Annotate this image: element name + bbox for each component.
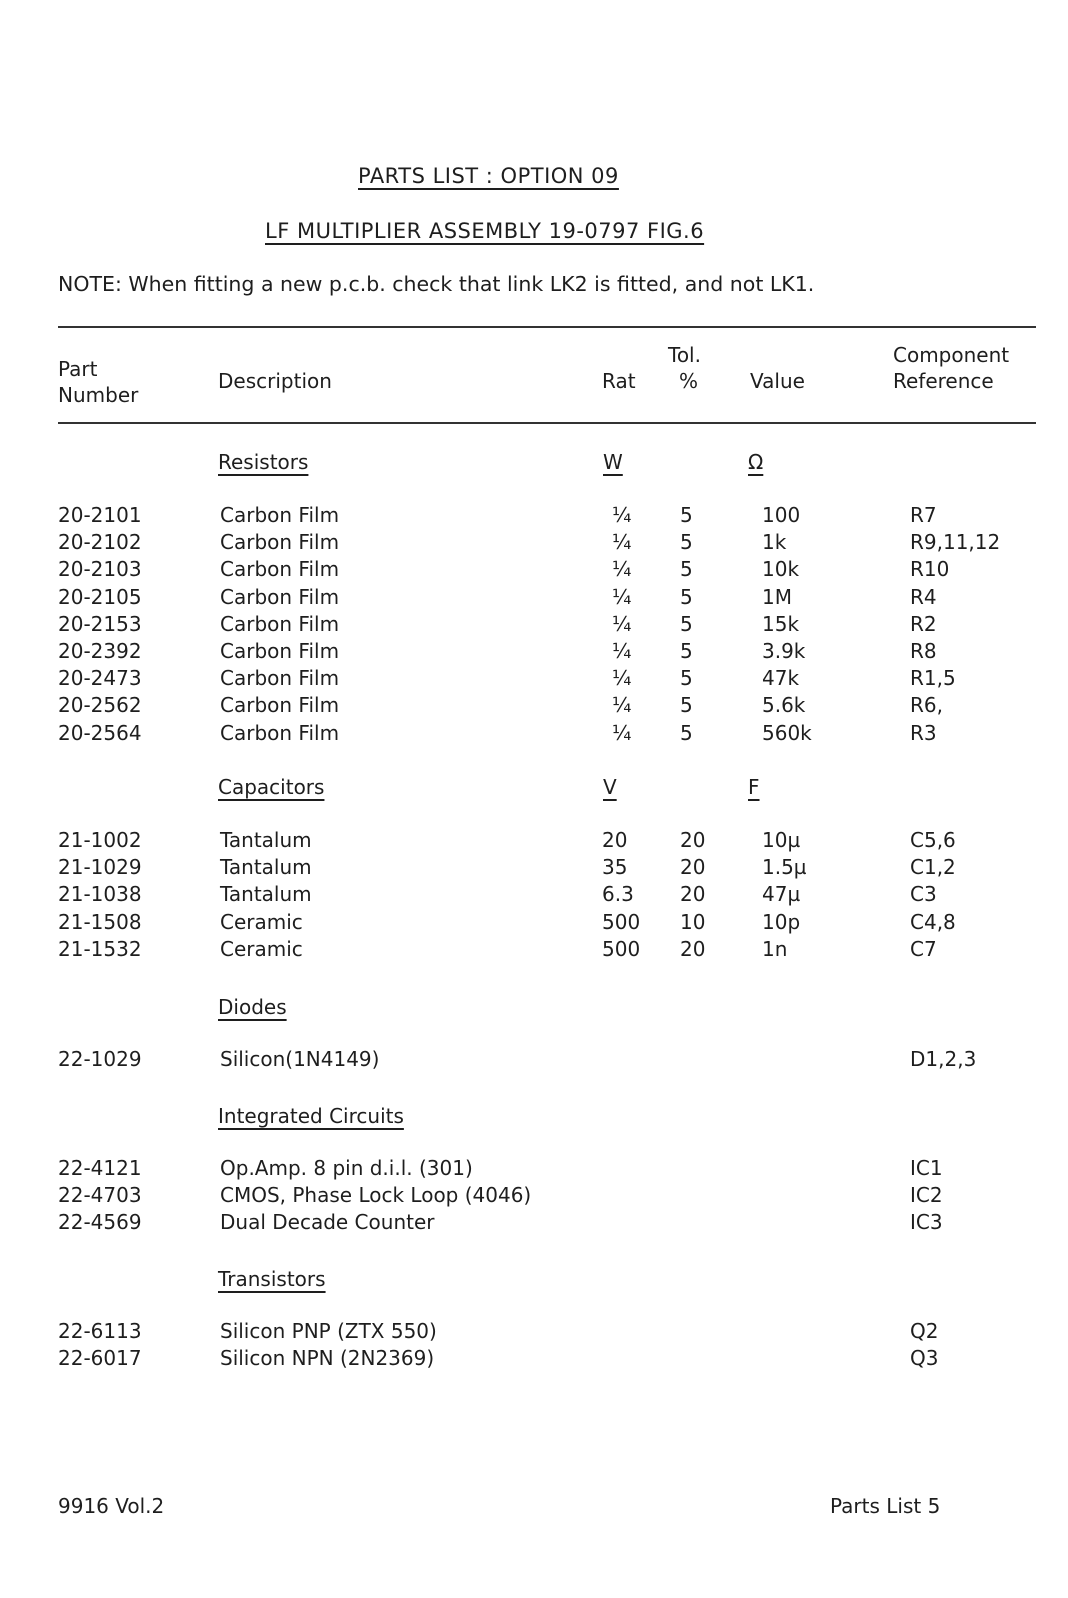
description-cell: Carbon Film xyxy=(220,611,340,636)
part-number-cell: 22-4569 xyxy=(58,1210,142,1235)
part-number-cell: 22-1029 xyxy=(58,1047,142,1071)
description-cell: Carbon Film xyxy=(220,557,340,582)
header-description: Description xyxy=(218,369,332,393)
component-reference-cell: C5,6 xyxy=(910,828,956,852)
rating-cell: ¼ xyxy=(612,693,632,718)
rating-cell: 20 xyxy=(602,828,628,852)
part-number-cell: 20-2562 xyxy=(58,693,142,718)
rating-cell: ¼ xyxy=(612,584,632,609)
table-row xyxy=(0,584,1068,611)
value-cell: 10p xyxy=(762,909,801,934)
component-reference-cell: R6, xyxy=(910,693,943,718)
tolerance-cell: 20 xyxy=(680,828,706,852)
table-row xyxy=(0,502,1068,529)
footer-document-ref: 9916 Vol.2 xyxy=(58,1494,165,1518)
component-reference-cell: IC2 xyxy=(910,1183,943,1208)
component-reference-cell: R3 xyxy=(910,720,937,745)
section-heading xyxy=(0,1102,1068,1130)
table-row xyxy=(0,665,1068,692)
table-row xyxy=(0,1345,1068,1372)
tolerance-cell: 5 xyxy=(680,639,693,663)
value-cell: 10µ xyxy=(762,828,801,852)
section-heading xyxy=(0,993,1068,1021)
rating-cell: ¼ xyxy=(612,666,632,691)
table-row xyxy=(0,556,1068,583)
component-reference-cell: R7 xyxy=(910,503,937,527)
tolerance-cell: 20 xyxy=(680,936,706,961)
part-number-cell: 22-6017 xyxy=(58,1346,142,1371)
section-title: Diodes xyxy=(218,995,287,1019)
value-cell: 1M xyxy=(762,584,792,609)
part-number-cell: 20-2473 xyxy=(58,666,142,691)
description-cell: Carbon Film xyxy=(220,503,340,527)
description-cell: Ceramic xyxy=(220,909,303,934)
value-cell: 47µ xyxy=(762,882,801,907)
component-reference-cell: C4,8 xyxy=(910,909,956,934)
tolerance-cell: 20 xyxy=(680,855,706,880)
value-cell: 100 xyxy=(762,503,801,527)
tolerance-cell: 5 xyxy=(680,720,693,745)
table-row xyxy=(0,881,1068,908)
description-cell: Silicon PNP (ZTX 550) xyxy=(220,1319,437,1343)
rating-unit: V xyxy=(603,775,617,799)
tolerance-cell: 5 xyxy=(680,557,693,582)
table-row xyxy=(0,827,1068,854)
tolerance-cell: 5 xyxy=(680,666,693,691)
description-cell: Tantalum xyxy=(220,828,312,852)
part-number-cell: 20-2392 xyxy=(58,639,142,663)
part-number-cell: 20-2103 xyxy=(58,557,142,582)
value-cell: 15k xyxy=(762,611,800,636)
description-cell: Carbon Film xyxy=(220,584,340,609)
part-number-cell: 22-6113 xyxy=(58,1319,142,1343)
section-title: Capacitors xyxy=(218,775,325,799)
tolerance-cell: 10 xyxy=(680,909,706,934)
description-cell: Tantalum xyxy=(220,855,312,880)
table-row xyxy=(0,854,1068,881)
rating-cell: ¼ xyxy=(612,720,632,745)
part-number-cell: 22-4703 xyxy=(58,1183,142,1208)
description-cell: Carbon Film xyxy=(220,693,340,718)
tolerance-cell: 20 xyxy=(680,882,706,907)
header-bottom-rule xyxy=(58,422,1036,424)
rating-unit: W xyxy=(603,450,623,474)
section-title: Transistors xyxy=(218,1267,326,1291)
component-reference-cell: R2 xyxy=(910,611,937,636)
component-reference-cell: IC3 xyxy=(910,1210,943,1235)
value-cell: 10k xyxy=(762,557,800,582)
component-reference-cell: C1,2 xyxy=(910,855,956,880)
description-cell: Tantalum xyxy=(220,882,312,907)
description-cell: Op.Amp. 8 pin d.i.l. (301) xyxy=(220,1156,473,1180)
component-reference-cell: R1,5 xyxy=(910,666,956,691)
description-cell: CMOS, Phase Lock Loop (4046) xyxy=(220,1183,532,1208)
table-row xyxy=(0,611,1068,638)
part-number-cell: 21-1532 xyxy=(58,936,142,961)
part-number-cell: 21-1038 xyxy=(58,882,142,907)
section-heading xyxy=(0,1265,1068,1293)
part-number-cell: 21-1508 xyxy=(58,909,142,934)
page-title: PARTS LIST : OPTION 09 xyxy=(358,164,619,188)
rating-cell: 500 xyxy=(602,909,641,934)
component-reference-cell: R8 xyxy=(910,639,937,663)
component-reference-cell: R4 xyxy=(910,584,937,609)
description-cell: Carbon Film xyxy=(220,530,340,555)
rating-cell: ¼ xyxy=(612,611,632,636)
section-heading xyxy=(0,448,1068,476)
header-component-reference: Component Reference xyxy=(893,343,1010,393)
rating-cell: ¼ xyxy=(612,503,632,527)
table-row xyxy=(0,1046,1068,1073)
rating-cell: ¼ xyxy=(612,639,632,663)
description-cell: Ceramic xyxy=(220,936,303,961)
description-cell: Silicon(1N4149) xyxy=(220,1047,380,1071)
header-part-number: Part Number xyxy=(58,357,139,407)
component-reference-cell: R10 xyxy=(910,557,950,582)
part-number-cell: 22-4121 xyxy=(58,1156,142,1180)
value-cell: 47k xyxy=(762,666,800,691)
section-title: Integrated Circuits xyxy=(218,1104,404,1128)
value-cell: 3.9k xyxy=(762,639,806,663)
value-cell: 560k xyxy=(762,720,812,745)
component-reference-cell: D1,2,3 xyxy=(910,1047,977,1071)
rating-cell: 35 xyxy=(602,855,628,880)
component-reference-cell: Q3 xyxy=(910,1346,939,1371)
value-cell: 5.6k xyxy=(762,693,806,718)
rating-cell: 6.3 xyxy=(602,882,634,907)
value-unit: Ω xyxy=(748,450,764,474)
description-cell: Carbon Film xyxy=(220,666,340,691)
part-number-cell: 20-2102 xyxy=(58,530,142,555)
header-value: Value xyxy=(750,369,805,393)
table-row xyxy=(0,1209,1068,1236)
header-rat: Rat xyxy=(602,369,636,393)
table-row xyxy=(0,529,1068,556)
component-reference-cell: R9,11,12 xyxy=(910,530,1001,555)
value-cell: 1n xyxy=(762,936,788,961)
description-cell: Carbon Film xyxy=(220,720,340,745)
tolerance-cell: 5 xyxy=(680,693,693,718)
part-number-cell: 20-2564 xyxy=(58,720,142,745)
part-number-cell: 20-2153 xyxy=(58,611,142,636)
section-title: Resistors xyxy=(218,450,309,474)
component-reference-cell: C3 xyxy=(910,882,937,907)
component-reference-cell: Q2 xyxy=(910,1319,939,1343)
description-cell: Carbon Film xyxy=(220,639,340,663)
table-row xyxy=(0,638,1068,665)
tolerance-cell: 5 xyxy=(680,584,693,609)
header-top-rule xyxy=(58,326,1036,328)
part-number-cell: 20-2101 xyxy=(58,503,142,527)
table-row xyxy=(0,1318,1068,1345)
table-row xyxy=(0,909,1068,936)
component-reference-cell: IC1 xyxy=(910,1156,943,1180)
rating-cell: ¼ xyxy=(612,557,632,582)
rating-cell: 500 xyxy=(602,936,641,961)
rating-cell: ¼ xyxy=(612,530,632,555)
tolerance-cell: 5 xyxy=(680,503,693,527)
tolerance-cell: 5 xyxy=(680,611,693,636)
part-number-cell: 21-1029 xyxy=(58,855,142,880)
value-cell: 1k xyxy=(762,530,787,555)
fitting-note: NOTE: When fitting a new p.c.b. check that link LK2 is fitted, and not LK1. xyxy=(58,272,815,296)
table-row xyxy=(0,936,1068,963)
value-unit: F xyxy=(748,775,760,799)
table-row xyxy=(0,1155,1068,1182)
header-tolerance: Tol. % xyxy=(668,343,701,393)
table-row xyxy=(0,692,1068,719)
part-number-cell: 20-2105 xyxy=(58,584,142,609)
description-cell: Silicon NPN (2N2369) xyxy=(220,1346,435,1371)
page-subtitle: LF MULTIPLIER ASSEMBLY 19-0797 FIG.6 xyxy=(265,219,705,243)
section-heading xyxy=(0,773,1068,801)
table-row xyxy=(0,720,1068,747)
description-cell: Dual Decade Counter xyxy=(220,1210,435,1235)
value-cell: 1.5µ xyxy=(762,855,807,880)
footer-page-label: Parts List 5 xyxy=(830,1494,941,1518)
table-row xyxy=(0,1182,1068,1209)
part-number-cell: 21-1002 xyxy=(58,828,142,852)
tolerance-cell: 5 xyxy=(680,530,693,555)
component-reference-cell: C7 xyxy=(910,936,937,961)
